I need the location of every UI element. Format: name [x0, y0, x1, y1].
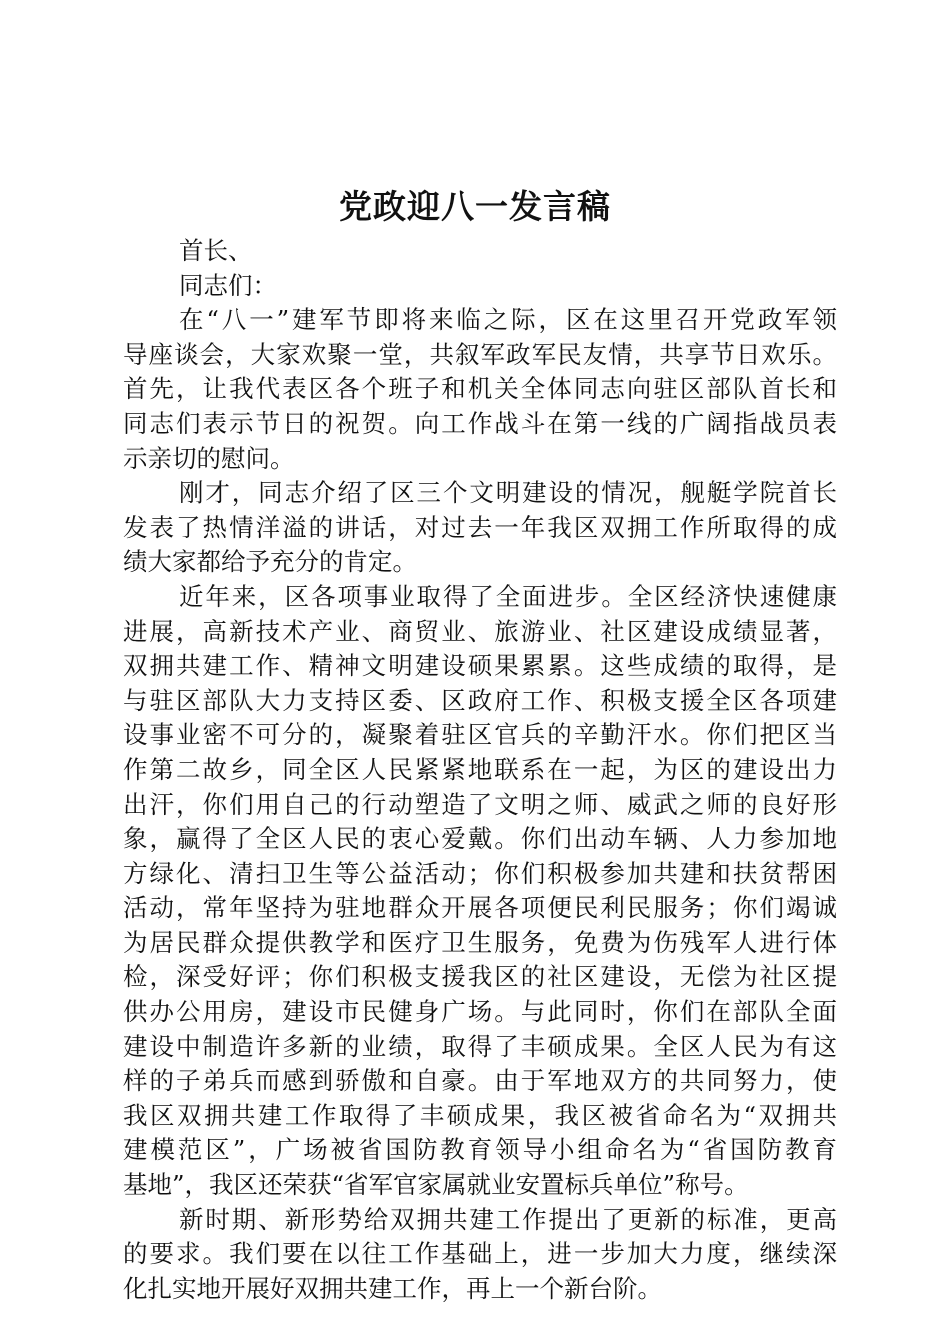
- paragraph-line: 建设中制造许多新的业绩，取得了丰硕成果。全区人民为有这: [123, 1031, 837, 1061]
- paragraph-line: 样的子弟兵而感到骄傲和自豪。由于军地双方的共同努力，使: [123, 1066, 837, 1096]
- document-title: 党政迎八一发言稿: [339, 187, 611, 226]
- paragraph: [123, 1203, 837, 1307]
- paragraph: [123, 303, 837, 476]
- paragraph: [123, 580, 837, 1203]
- paragraph-line: 近年来，区各项事业取得了全面进步。全区经济快速健康: [179, 581, 837, 611]
- paragraph-line: 导座谈会，大家欢聚一堂，共叙军政军民友情，共享节日欢乐。: [123, 339, 837, 369]
- paragraph-line: 作第二故乡，同全区人民紧紧地联系在一起，为区的建设出力: [123, 754, 837, 784]
- paragraph-line: 刚才，同志介绍了区三个文明建设的情况，舰艇学院首长: [179, 478, 837, 508]
- paragraph-line: 活动，常年坚持为驻地群众开展各项便民利民服务；你们竭诚: [123, 893, 837, 923]
- paragraph-line: 设事业密不可分的，凝聚着驻区官兵的辛勤汗水。你们把区当: [123, 720, 837, 750]
- paragraph-line: 基地”，我区还荣获“省军官家属就业安置标兵单位”称号。: [123, 1170, 749, 1200]
- salutation-line: 首长、: [179, 236, 253, 265]
- paragraph-line: 方绿化、清扫卫生等公益活动；你们积极参加共建和扶贫帮困: [123, 858, 837, 888]
- paragraph-line: 象，赢得了全区人民的衷心爱戴。你们出动车辆、人力参加地: [123, 824, 837, 854]
- paragraph-line: 化扎实地开展好双拥共建工作，再上一个新台阶。: [123, 1273, 662, 1303]
- paragraph-line: 进展，高新技术产业、商贸业、旅游业、社区建设成绩显著，: [123, 616, 837, 646]
- paragraph-line: 新时期、新形势给双拥共建工作提出了更新的标准，更高: [179, 1204, 837, 1234]
- paragraph-line: 出汗，你们用自己的行动塑造了文明之师、威武之师的良好形: [123, 789, 837, 819]
- paragraph-line: 为居民群众提供教学和医疗卫生服务，免费为伤残军人进行体: [123, 927, 837, 957]
- paragraph-line: 首先，让我代表区各个班子和机关全体同志向驻区部队首长和: [123, 374, 837, 404]
- paragraph-line: 检，深受好评；你们积极支援我区的社区建设，无偿为社区提: [123, 962, 837, 992]
- paragraph-line: 同志们表示节日的祝贺。向工作战斗在第一线的广阔指战员表: [123, 408, 837, 438]
- paragraph: [123, 476, 837, 580]
- paragraph-line: 绩大家都给予充分的肯定。: [123, 547, 417, 577]
- paragraph-line: 示亲切的慰问。: [123, 443, 295, 473]
- paragraph-line: 在“八一”建军节即将来临之际，区在这里召开党政军领: [179, 305, 837, 335]
- document-body: [123, 234, 837, 1306]
- paragraph-line: 发表了热情洋溢的讲话，对过去一年我区双拥工作所取得的成: [123, 512, 837, 542]
- paragraph-line: 双拥共建工作、精神文明建设硕果累累。这些成绩的取得，是: [123, 651, 837, 681]
- salutation-line: 同志们：: [179, 270, 277, 300]
- paragraph-line: 的要求。我们要在以往工作基础上，进一步加大力度，继续深: [123, 1239, 837, 1269]
- paragraph-line: 我区双拥共建工作取得了丰硕成果，我区被省命名为“双拥共: [123, 1100, 837, 1130]
- paragraph-line: 建模范区”，广场被省国防教育领导小组命名为“省国防教育: [123, 1135, 837, 1165]
- paragraph-line: 与驻区部队大力支持区委、区政府工作、积极支援全区各项建: [123, 685, 837, 715]
- paragraph-line: 供办公用房，建设市民健身广场。与此同时，你们在部队全面: [123, 997, 837, 1027]
